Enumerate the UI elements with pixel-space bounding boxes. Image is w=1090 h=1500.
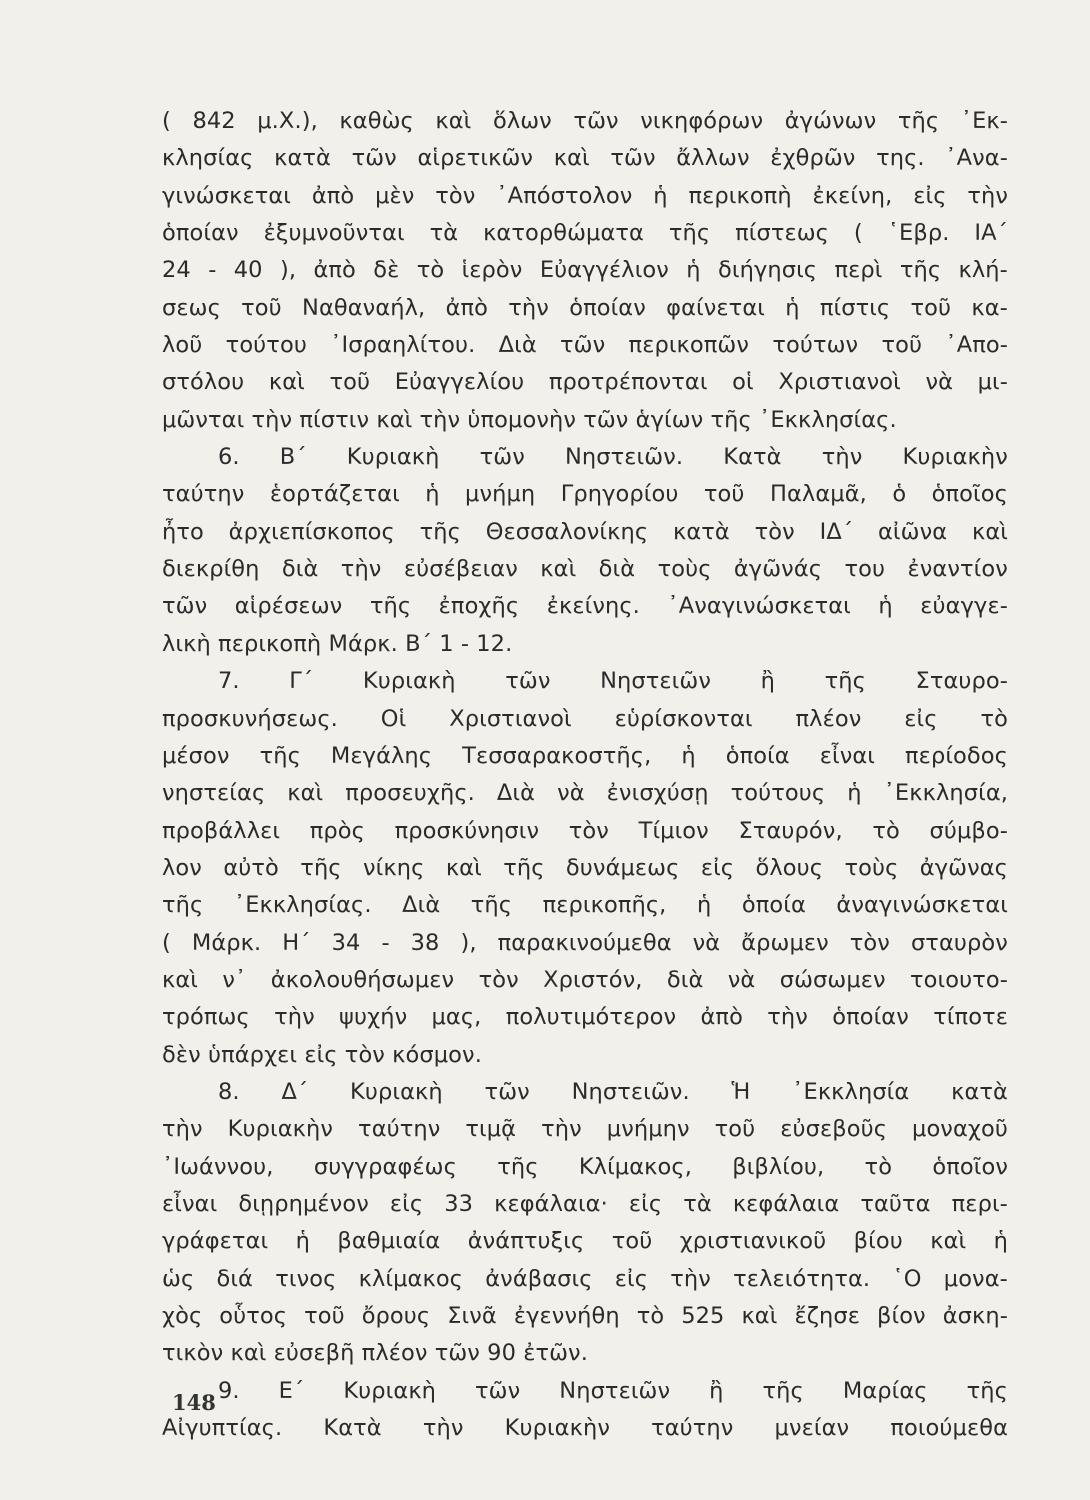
text-line: ( Μάρκ. Η΄ 34 - 38 ), παρακινούμεθα νὰ ἄρωμεν τὸν σταυρὸν bbox=[162, 929, 1008, 956]
text-line: τρόπως τὴν ψυχήν μας, πολυτιμότερον ἀπὸ τὴν ὁποίαν τίποτε bbox=[162, 1004, 1008, 1031]
text-line: μῶνται τὴν πίστιν καὶ τὴν ὑπομονὴν τῶν ἁγίων τῆς ᾿Εκκλησίας. bbox=[162, 406, 897, 433]
section-heading-line: 7. Γ΄ Κυριακὴ τῶν Νηστειῶν ἢ τῆς Σταυρο- bbox=[218, 668, 1008, 695]
text-line: 24 - 40 ), ἀπὸ δὲ τὸ ἱερὸν Εὐαγγέλιον ἡ διήγησις περὶ τῆς κλή- bbox=[162, 257, 1008, 284]
text-line: λοῦ τούτου ᾿Ισραηλίτου. Διὰ τῶν περικοπῶν τούτων τοῦ ᾿Απο- bbox=[162, 332, 1008, 359]
text-line: κλησίας κατὰ τῶν αἱρετικῶν καὶ τῶν ἄλλων ἐχθρῶν της. ᾿Ανα- bbox=[162, 145, 1008, 172]
text-line: ἦτο ἀρχιεπίσκοπος τῆς Θεσσαλονίκης κατὰ τὸν ΙΔ΄ αἰῶνα καὶ bbox=[162, 518, 1008, 545]
page-number: 148 bbox=[172, 1390, 216, 1415]
text-line: μέσον τῆς Μεγάλης Τεσσαρακοστῆς, ἡ ὁποία εἶναι περίοδος bbox=[162, 742, 1008, 769]
text-line: λικὴ περικοπὴ Μάρκ. Β΄ 1 - 12. bbox=[162, 630, 513, 657]
section-heading-line: 9. Ε΄ Κυριακὴ τῶν Νηστειῶν ἢ τῆς Μαρίας τῆς bbox=[218, 1377, 1008, 1404]
text-line: προβάλλει πρὸς προσκύνησιν τὸν Τίμιον Σταυρόν, τὸ σύμβο- bbox=[162, 817, 1008, 844]
text-line: εἶναι διῃρημένον εἰς 33 κεφάλαια· εἰς τὰ κεφάλαια ταῦτα περι- bbox=[162, 1190, 1008, 1217]
text-line: Αἰγυπτίας. Κατὰ τὴν Κυριακὴν ταύτην μνείαν ποιούμεθα bbox=[162, 1415, 1008, 1442]
text-line: σεως τοῦ Ναθαναήλ, ἀπὸ τὴν ὁποίαν φαίνεται ἡ πίστις τοῦ κα- bbox=[162, 294, 1008, 321]
section-heading-line: 8. Δ΄ Κυριακὴ τῶν Νηστειῶν. Ἡ ᾿Εκκλησία κατὰ bbox=[218, 1078, 1008, 1105]
text-line: διεκρίθη διὰ τὴν εὐσέβειαν καὶ διὰ τοὺς ἀγῶνάς του ἐναντίον bbox=[162, 556, 1008, 583]
text-line: γράφεται ἡ βαθμιαία ἀνάπτυξις τοῦ χριστιανικοῦ βίου καὶ ἡ bbox=[162, 1228, 1008, 1255]
text-line: τῶν αἱρέσεων τῆς ἐποχῆς ἐκείνης. ᾿Αναγινώσκεται ἡ εὐαγγε- bbox=[162, 593, 1008, 620]
text-line: προσκυνήσεως. Οἱ Χριστιανοὶ εὑρίσκονται πλέον εἰς τὸ bbox=[162, 705, 1008, 732]
text-line: ᾿Ιωάννου, συγγραφέως τῆς Κλίμακος, βιβλίου, τὸ ὁποῖον bbox=[162, 1153, 1008, 1180]
text-line: τικὸν καὶ εὐσεβῆ πλέον τῶν 90 ἐτῶν. bbox=[162, 1340, 588, 1367]
text-line: τῆς ᾿Εκκλησίας. Διὰ τῆς περικοπῆς, ἡ ὁποία ἀναγινώσκεται bbox=[162, 892, 1008, 919]
body-text bbox=[162, 103, 1008, 1447]
text-line: στόλου καὶ τοῦ Εὐαγγελίου προτρέπονται οἱ Χριστιανοὶ νὰ μι- bbox=[162, 369, 1008, 396]
text-line: γινώσκεται ἀπὸ μὲν τὸν ᾿Απόστολον ἡ περικοπὴ ἐκείνη, εἰς τὴν bbox=[162, 182, 1008, 209]
section-heading-line: 6. Β΄ Κυριακὴ τῶν Νηστειῶν. Κατὰ τὴν Κυριακὴν bbox=[218, 444, 1008, 471]
text-line: δὲν ὑπάρχει εἰς τὸν κόσμον. bbox=[162, 1041, 482, 1068]
text-line: λον αὐτὸ τῆς νίκης καὶ τῆς δυνάμεως εἰς ὅλους τοὺς ἀγῶνας bbox=[162, 854, 1008, 881]
text-line: ὁποίαν ἐξυμνοῦνται τὰ κατορθώματα τῆς πίστεως ( ῾Εβρ. ΙΑ΄ bbox=[162, 220, 1008, 247]
text-line: ταύτην ἑορτάζεται ἡ μνήμη Γρηγορίου τοῦ Παλαμᾶ, ὁ ὁποῖος bbox=[162, 481, 1008, 508]
text-line: τὴν Κυριακὴν ταύτην τιμᾷ τὴν μνήμην τοῦ εὐσεβοῦς μοναχοῦ bbox=[162, 1116, 1008, 1143]
text-line: νηστείας καὶ προσευχῆς. Διὰ νὰ ἐνισχύσῃ τούτους ἡ ᾿Εκκλησία, bbox=[162, 780, 1008, 807]
text-line: ὡς διά τινος κλίμακος ἀνάβασις εἰς τὴν τελειότητα. ῾Ο μονα- bbox=[162, 1265, 1008, 1292]
text-line: καὶ ν᾿ ἀκολουθήσωμεν τὸν Χριστόν, διὰ νὰ σώσωμεν τοιουτο- bbox=[162, 966, 1008, 993]
text-line: ( 842 μ.Χ.), καθὼς καὶ ὅλων τῶν νικηφόρων ἀγώνων τῆς ᾿Εκ- bbox=[162, 108, 1008, 134]
text-line: χὸς οὗτος τοῦ ὄρους Σινᾶ ἐγεννήθη τὸ 525 καὶ ἔζησε βίον ἀσκη- bbox=[162, 1303, 1008, 1329]
